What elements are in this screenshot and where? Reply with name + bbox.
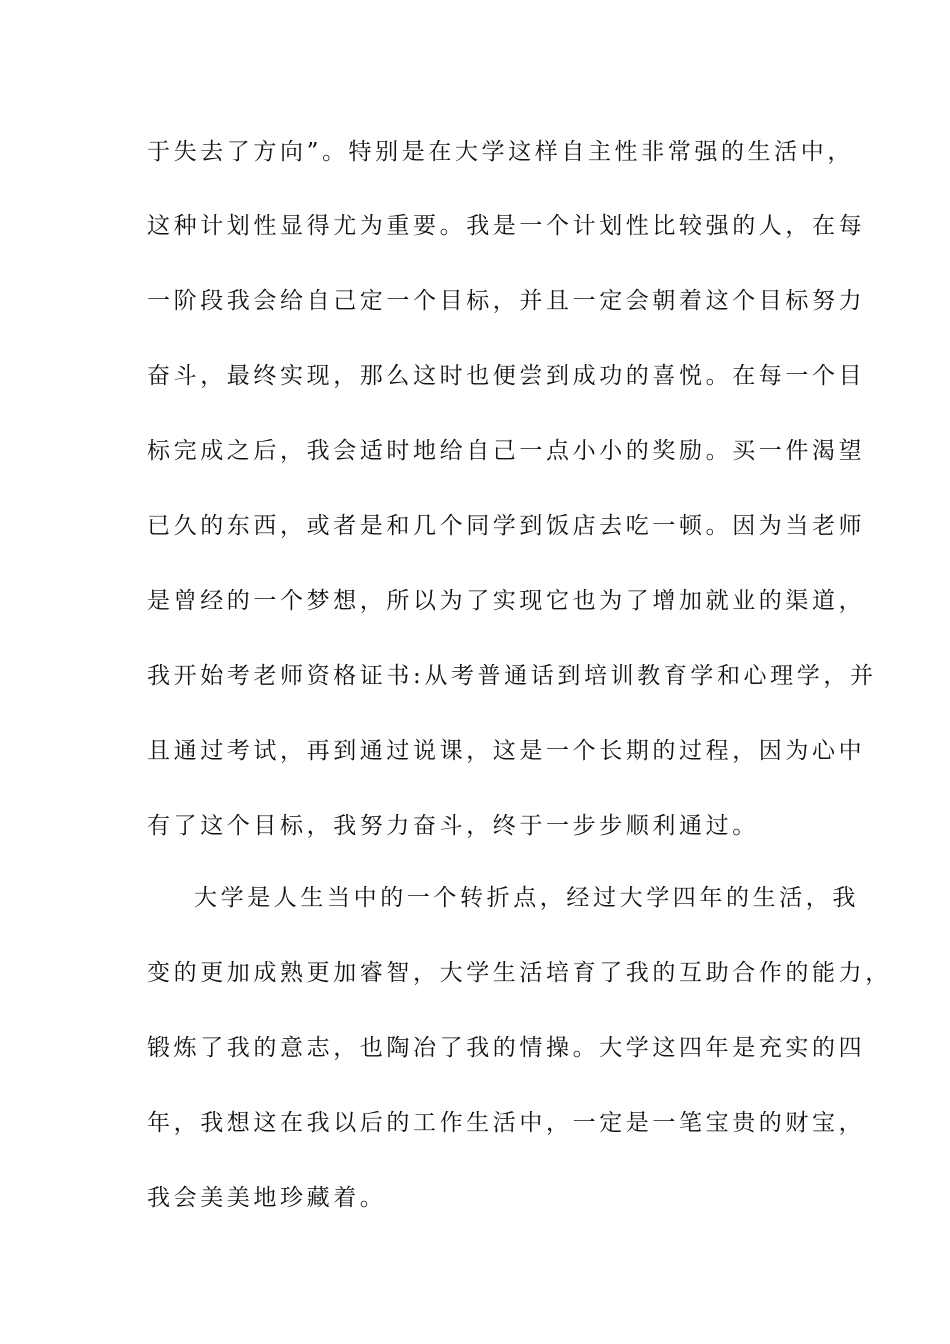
text-line: 年，我想这在我以后的工作生活中，一定是一笔宝贵的财宝，	[147, 1110, 866, 1136]
text-line: 且通过考试，再到通过说课，这是一个长期的过程，因为心中	[147, 738, 866, 764]
text-line: 已久的东西，或者是和几个同学到饭店去吃一顿。因为当老师	[147, 513, 866, 539]
text-line: 变的更加成熟更加睿智，大学生活培育了我的互助合作的能力，	[147, 960, 892, 986]
paragraph-first-line: 大学是人生当中的一个转折点，经过大学四年的生活，我	[194, 885, 859, 911]
text-line: 有了这个目标，我努力奋斗，终于一步步顺利通过。	[147, 813, 759, 839]
text-line: 一阶段我会给自己定一个目标，并且一定会朝着这个目标努力	[147, 288, 866, 314]
text-line: 这种计划性显得尤为重要。我是一个计划性比较强的人，在每	[147, 213, 866, 239]
text-line: 标完成之后，我会适时地给自己一点小小的奖励。买一件渴望	[147, 438, 866, 464]
text-line: 于失去了方向”。特别是在大学这样自主性非常强的生活中，	[147, 139, 854, 165]
text-line: 锻炼了我的意志，也陶冶了我的情操。大学这四年是充实的四	[147, 1035, 866, 1061]
text-line: 是曾经的一个梦想，所以为了实现它也为了增加就业的渠道，	[147, 588, 866, 614]
text-line: 我开始考老师资格证书:从考普通话到培训教育学和心理学，并	[147, 663, 877, 689]
text-line: 我会美美地珍藏着。	[147, 1185, 387, 1211]
text-line: 奋斗，最终实现，那么这时也便尝到成功的喜悦。在每一个目	[147, 363, 866, 389]
